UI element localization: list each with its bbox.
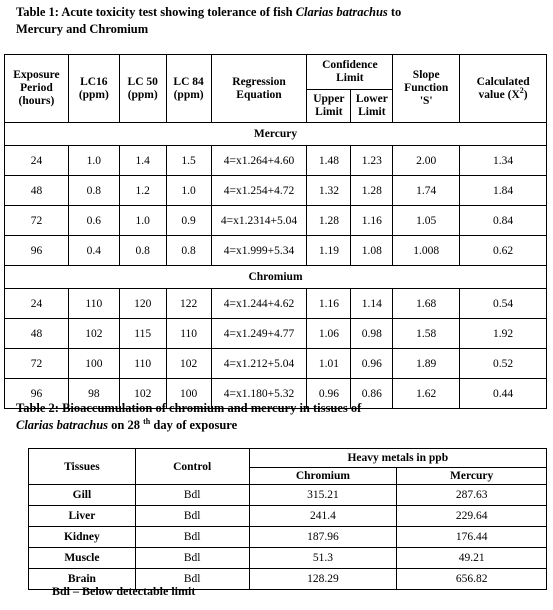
header-exposure-period: Exposure Period (hours) [5,55,69,123]
table-cell: 102 [68,319,119,349]
table-cell: 1.19 [307,236,351,266]
table2-caption [16,400,536,434]
table2-caption-end: day of exposure [150,418,238,432]
table1-caption-line2: Mercury and Chromium [16,22,149,36]
table-row [5,146,547,176]
table2-caption-line1: Table 2: Bioaccumulation of chromium and mercury in tissues of [16,401,362,415]
table-cell: 49.21 [397,548,547,569]
table-cell: 98 [68,379,119,409]
table-cell: 24 [5,146,69,176]
header-slope-function: Slope Function 'S' [393,55,460,123]
header-mercury: Mercury [397,468,547,485]
tissue-name: Liver [29,506,136,527]
table-row [29,548,547,569]
table-row [29,506,547,527]
table-cell: 4=x1.249+4.77 [211,319,307,349]
table-cell: 96 [5,236,69,266]
table-cell: 1.62 [393,379,460,409]
table-row [5,349,547,379]
table-cell: 4=x1.244+4.62 [211,289,307,319]
table-cell: 1.14 [351,289,393,319]
table-cell: 0.98 [351,319,393,349]
tissue-name: Kidney [29,527,136,548]
tissue-name: Gill [29,485,136,506]
table-cell: 1.06 [307,319,351,349]
table-cell: 110 [119,349,166,379]
toxicity-table [4,54,547,409]
table2-caption-sup: th [143,417,151,426]
table-cell: 1.0 [68,146,119,176]
header-lower-limit: Lower Limit [351,90,393,123]
table-cell: 1.84 [460,176,547,206]
table-cell: 656.82 [397,569,547,590]
table-cell: 1.0 [166,176,211,206]
table-cell: 1.4 [119,146,166,176]
table-cell: 1.58 [393,319,460,349]
bioaccumulation-table [28,448,547,590]
table-cell: 100 [68,349,119,379]
table-cell: 1.28 [351,176,393,206]
header-upper-limit: Upper Limit [307,90,351,123]
section-mercury-label: Mercury [5,123,547,146]
header-tissues: Tissues [29,449,136,485]
table-cell: 1.08 [351,236,393,266]
header-lc84: LC 84 (ppm) [166,55,211,123]
section-chromium-label: Chromium [5,266,547,289]
header-lc50: LC 50 (ppm) [119,55,166,123]
table-cell: 0.9 [166,206,211,236]
table-cell: 48 [5,319,69,349]
table-cell: 1.89 [393,349,460,379]
table-cell: 0.8 [166,236,211,266]
table-cell: 0.54 [460,289,547,319]
table-row [5,206,547,236]
table-row [5,289,547,319]
table-cell: 0.8 [119,236,166,266]
table-cell: 0.96 [351,349,393,379]
table-cell: 1.34 [460,146,547,176]
table-row [5,319,547,349]
table-cell: 72 [5,349,69,379]
table-cell: 1.01 [307,349,351,379]
table-cell: Bdl [135,548,249,569]
table-cell: 128.29 [249,569,397,590]
table-cell: Bdl [135,485,249,506]
table-cell: 1.48 [307,146,351,176]
table-cell: 1.0 [119,206,166,236]
tissue-name: Muscle [29,548,136,569]
header-regression: Regression Equation [211,55,307,123]
table-row [5,236,547,266]
table1-caption-text: Table 1: Acute toxicity test showing tolerance of fish [16,5,296,19]
footnote: Bdl – Below detectable limit [52,584,196,598]
table2-caption-species: Clarias batrachus [16,418,109,432]
table-cell: 1.16 [307,289,351,319]
header-confidence-limit: Confidence Limit [307,55,393,90]
table-cell: 24 [5,289,69,319]
table-cell: 4=x1.2314+5.04 [211,206,307,236]
section-mercury [5,123,547,146]
table-cell: 1.28 [307,206,351,236]
table-cell: 100 [166,379,211,409]
tissue-name: Brain [29,569,136,590]
table-cell: 187.96 [249,527,397,548]
table-cell: 4=x1.212+5.04 [211,349,307,379]
table-cell: 120 [119,289,166,319]
table-cell: 48 [5,176,69,206]
table-cell: 241.4 [249,506,397,527]
table-cell: 2.00 [393,146,460,176]
table-cell: 0.62 [460,236,547,266]
table-cell: 110 [68,289,119,319]
table-cell: 315.21 [249,485,397,506]
header-lc16: LC16 (ppm) [68,55,119,123]
table1-caption-suffix: to [387,5,402,19]
table-cell: 0.44 [460,379,547,409]
table-cell: 4=x1.264+4.60 [211,146,307,176]
table-cell: 229.64 [397,506,547,527]
table-cell: 4=x1.254+4.72 [211,176,307,206]
table-row [29,485,547,506]
table-cell: 110 [166,319,211,349]
table-cell: 0.52 [460,349,547,379]
table-cell: 0.86 [351,379,393,409]
table-cell: 0.4 [68,236,119,266]
table-cell: 1.05 [393,206,460,236]
table-cell: 1.92 [460,319,547,349]
table-cell: 0.96 [307,379,351,409]
table1-caption-species: Clarias batrachus [295,5,388,19]
table-cell: 96 [5,379,69,409]
header-calculated-value: Calculated value $(X^2)$ [460,55,547,123]
table-cell: 4=x1.180+5.32 [211,379,307,409]
section-chromium [5,266,547,289]
table-cell: 102 [166,349,211,379]
table-row [29,527,547,548]
table-cell: 176.44 [397,527,547,548]
header-heavy-metals: Heavy metals in ppb [249,449,546,468]
table-cell: 72 [5,206,69,236]
table-cell: 122 [166,289,211,319]
table-cell: Bdl [135,506,249,527]
table-cell: 0.8 [68,176,119,206]
table-cell: Bdl [135,527,249,548]
table2-caption-mid: on 28 [108,418,144,432]
table-cell: Bdl [135,569,249,590]
table-cell: 1.68 [393,289,460,319]
toxicity-table-body [5,123,547,409]
table-cell: 1.16 [351,206,393,236]
table-cell: 1.23 [351,146,393,176]
table-cell: 0.6 [68,206,119,236]
table1-caption [16,4,536,38]
table-cell: 1.32 [307,176,351,206]
bioaccumulation-table-body [29,485,547,590]
table-cell: 1.008 [393,236,460,266]
table-cell: 4=x1.999+5.34 [211,236,307,266]
table-row [5,176,547,206]
table-cell: 287.63 [397,485,547,506]
table-cell: 102 [119,379,166,409]
table-cell: 0.84 [460,206,547,236]
header-chromium: Chromium [249,468,397,485]
header-control: Control [135,449,249,485]
table-cell: 1.2 [119,176,166,206]
table-cell: 1.74 [393,176,460,206]
table-cell: 1.5 [166,146,211,176]
table-cell: 115 [119,319,166,349]
table-cell: 51.3 [249,548,397,569]
